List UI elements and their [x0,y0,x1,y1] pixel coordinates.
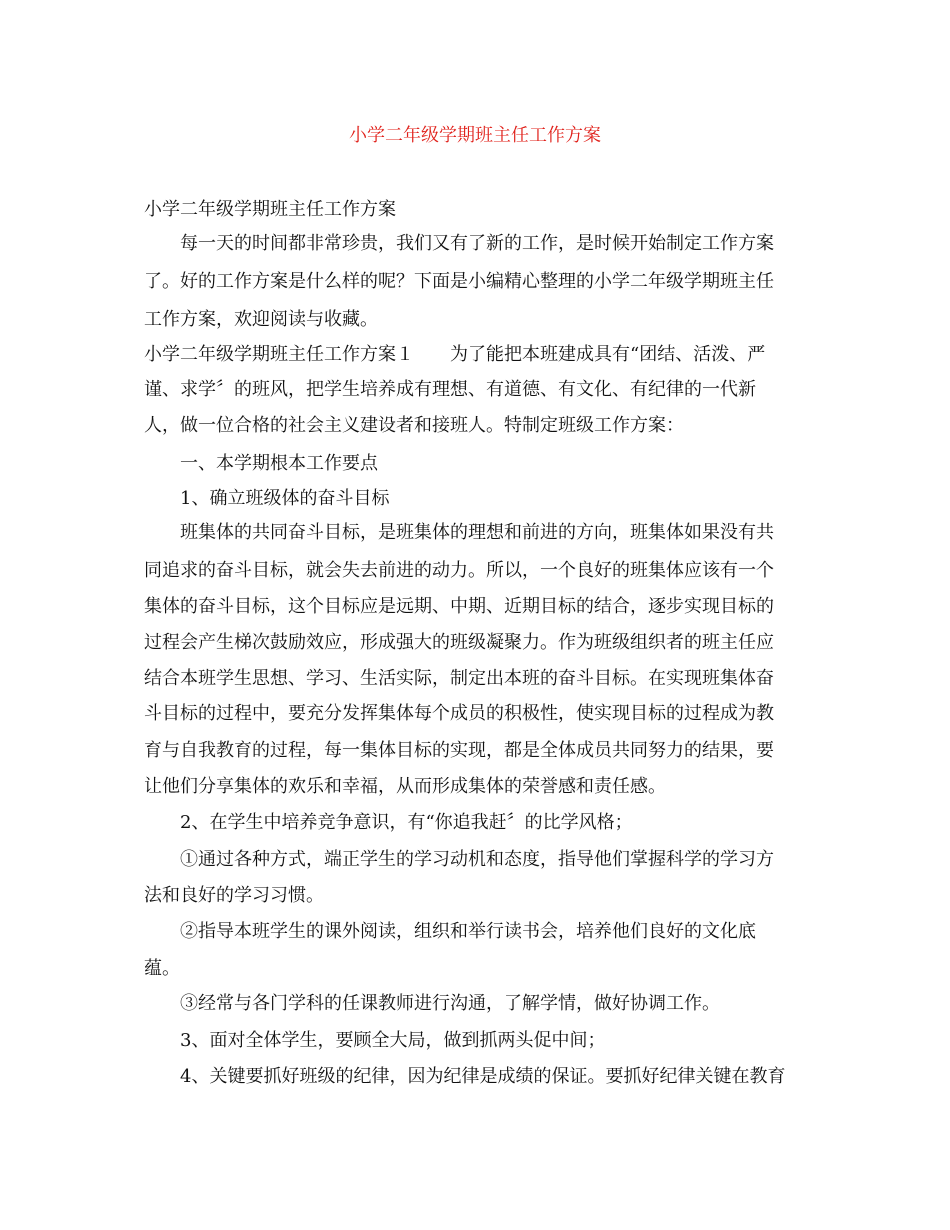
text-line: 一、本学期根本工作要点 [144,453,378,474]
text-line: 1、确立班级体的奋斗目标 [144,488,390,509]
text-line: 4、关键要抓好班级的纪律，因为纪律是成绩的保证。要抓好纪律关键在教育 [144,1066,786,1087]
text-line: 斗目标的过程中，要充分发挥集体每个成员的积极性，使实现目标的过程成为教 [144,703,774,724]
text-line: ②指导本班学生的课外阅读，组织和举行读书会，培养他们良好的文化底 [144,921,756,942]
text-line: 育与自我教育的过程，每一集体目标的实现，都是全体成员共同努力的结果，要 [144,740,774,761]
text-line: ①通过各种方式，端正学生的学习动机和态度，指导他们掌握科学的学习方 [144,849,774,870]
text-line: 让他们分享集体的欢乐和幸福，从而形成集体的荣誉感和责任感。 [144,776,666,797]
text-line: 人，做一位合格的社会主义建设者和接班人。特制定班级工作方案： [144,415,684,436]
text-line: 集体的奋斗目标，这个目标应是远期、中期、近期目标的结合，逐步实现目标的 [144,596,774,617]
text-line: 班集体的共同奋斗目标，是班集体的理想和前进的方向，班集体如果没有共 [144,522,774,543]
document-title: 小学二年级学期班主任工作方案 [349,125,601,146]
text-line: 2、在学生中培养竞争意识，有“你追我赶〞的比学风格； [144,812,633,833]
text-line: ③经常与各门学科的任课教师进行沟通，了解学情，做好协调工作。 [144,993,720,1014]
text-line: 小学二年级学期班主任工作方案１ 为了能把本班建成具有“团结、活泼、严 [144,344,766,365]
text-line: 小学二年级学期班主任工作方案 [144,199,396,220]
text-line: 法和良好的学习习惯。 [144,885,324,906]
text-line: 结合本班学生思想、学习、生活实际，制定出本班的奋斗目标。在实现班集体奋 [144,668,774,689]
text-line: 每一天的时间都非常珍贵，我们又有了新的工作，是时候开始制定工作方案 [144,233,774,254]
text-line: 过程会产生梯次鼓励效应，形成强大的班级凝聚力。作为班级组织者的班主任应 [144,632,774,653]
text-line: 同追求的奋斗目标，就会失去前进的动力。所以，一个良好的班集体应该有一个 [144,560,774,581]
text-line: 了。好的工作方案是什么样的呢？下面是小编精心整理的小学二年级学期班主任 [144,271,774,292]
text-line: 蕴。 [144,958,180,979]
text-line: 谨、求学〞的班风，把学生培养成有理想、有道德、有文化、有纪律的一代新 [144,379,756,400]
text-line: 3、面对全体学生，要顾全大局，做到抓两头促中间； [144,1030,606,1051]
text-line: 工作方案，欢迎阅读与收藏。 [144,309,378,330]
